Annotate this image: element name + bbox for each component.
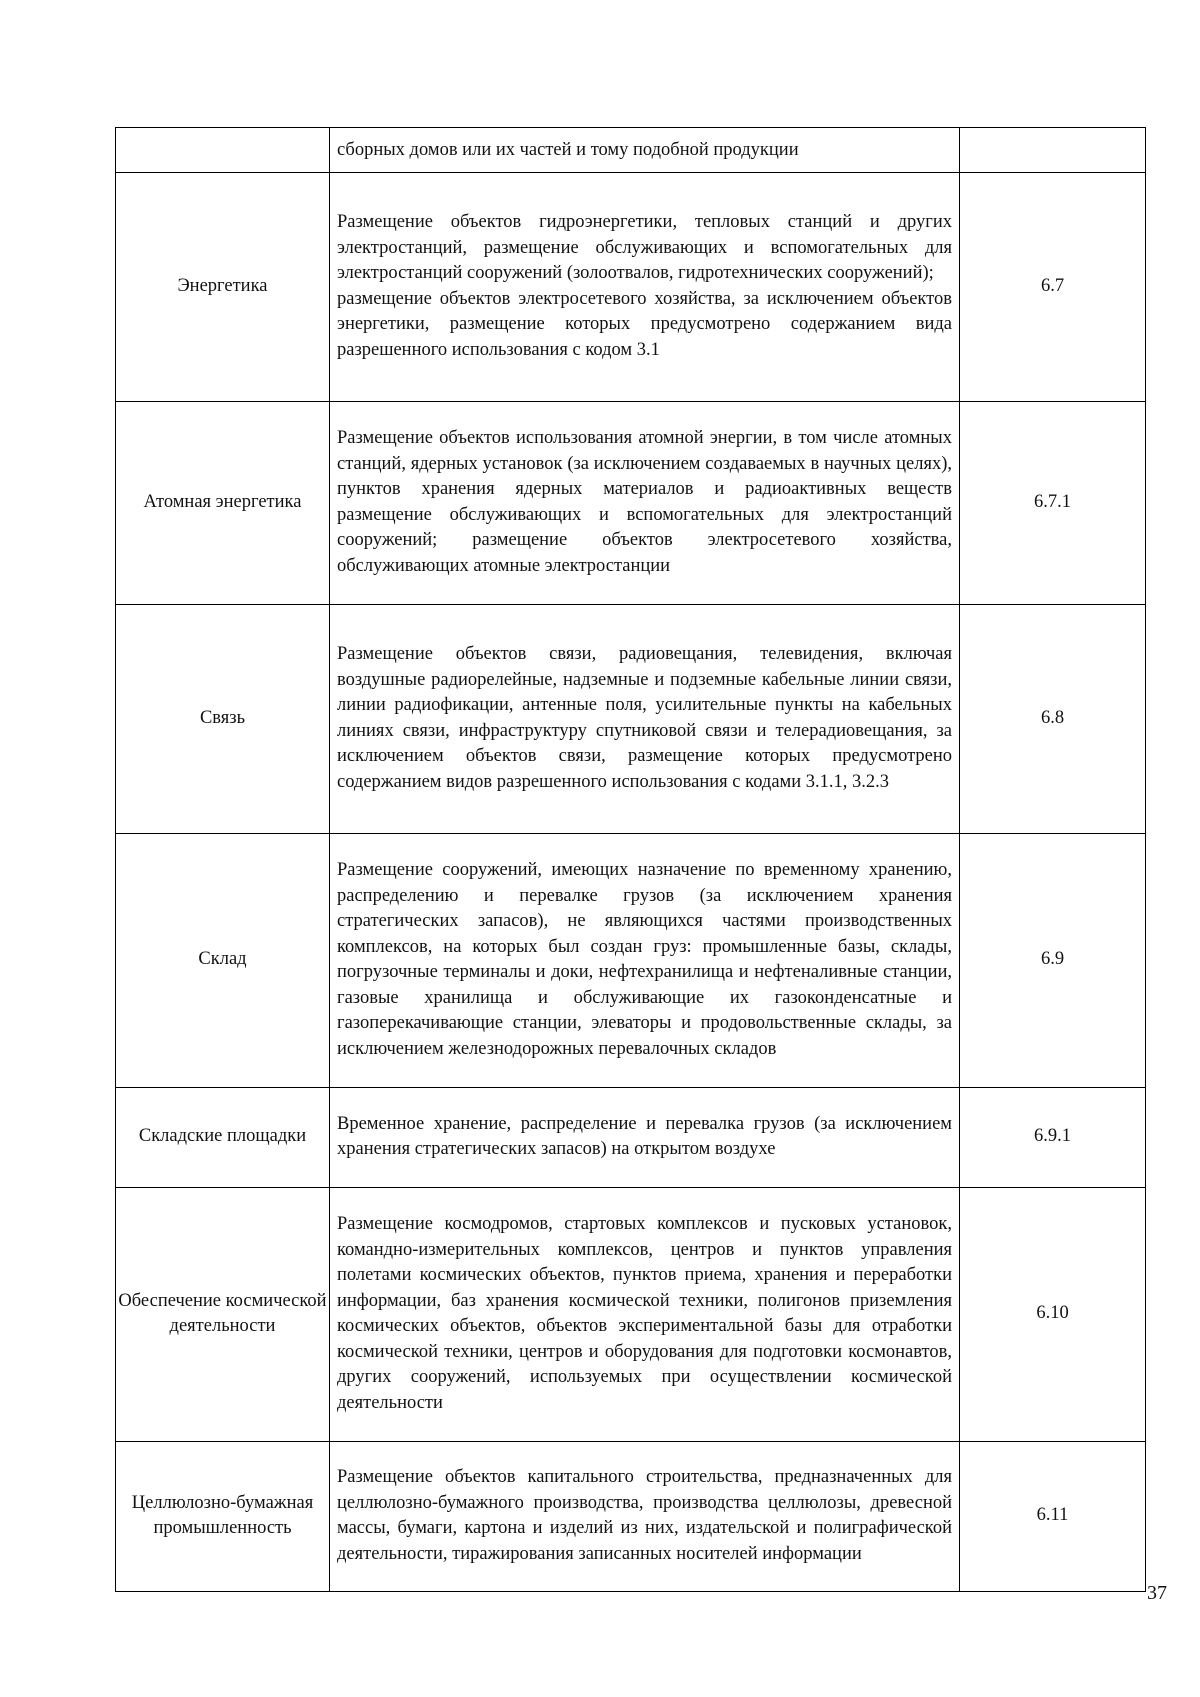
description-text: Размещение объектов капитального строительства, предназначенных для целлюлозно-бумажного производства, производства целлюлозы, древесной массы, бумаги, картона и изделий из них, издательской и полиграфической деятельности, тиражирования записанных носителей информации [337,1467,952,1564]
land-use-table [115,127,1146,1592]
description-cell [330,1187,960,1441]
code-cell: 6.8 [960,604,1146,833]
description-text: Временное хранение, распределение и перевалка грузов (за исключением хранения стратегических запасов) на открытом воздухе [337,1113,952,1159]
name-cell [116,128,330,173]
description-cell [330,833,960,1087]
table-row [116,833,1146,1087]
table-row [116,1087,1146,1187]
name-cell: Целлюлозно-бумажная промышленность [116,1441,330,1591]
description-text: Размещение объектов использования атомной энергии, в том числе атомных станций, ядерных установок (за исключением создаваемых в научных целях), пунктов хранения ядерных материалов и радиоактивных веществ размещение обслуживающих и вспомогательных для электростанций сооружений; размещение объектов электросетевого хозяйства, обслуживающих атомные электростанции [337,428,952,576]
description-cell [330,604,960,833]
description-cell [330,1087,960,1187]
description-text: Размещение объектов связи, радиовещания, телевидения, включая воздушные радиорелейные, надземные и подземные кабельные линии связи, линии радиофикации, антенные поля, усилительные пункты на кабельных линиях связи, инфраструктуру спутниковой связи и телерадиовещания, за исключением объектов связи, размещение которых предусмотрено содержанием видов разрешенного использования с кодами 3.1.1, 3.2.3 [337,644,952,792]
name-cell: Связь [116,604,330,833]
description-text: размещение объектов электросетевого хозяйства, за исключением объектов энергетики, размещение которых предусмотрено содержанием вида разрешенного использования с кодом 3.1 [337,288,952,360]
page-number: 37 [1147,1582,1167,1604]
name-cell: Энергетика [116,172,330,401]
name-cell: Атомная энергетика [116,401,330,604]
code-cell: 6.7 [960,172,1146,401]
description-cell [330,401,960,604]
code-cell: 6.9 [960,833,1146,1087]
description-cell [330,1441,960,1591]
table-row [116,401,1146,604]
table-row [116,172,1146,401]
name-cell: Склад [116,833,330,1087]
table-row [116,604,1146,833]
name-cell: Складские площадки [116,1087,330,1187]
description-text: Размещение космодромов, стартовых комплексов и пусковых установок, командно-измерительных комплексов, центров и пунктов управления полетами космических объектов, пунктов приема, хранения и переработки информации, баз хранения космической техники, полигонов приземления космических объектов, объектов экспериментальной базы для отработки космической техники, центров и оборудования для подготовки космонавтов, других сооружений, используемых при осуществлении космической деятельности [337,1214,952,1413]
description-text: Размещение сооружений, имеющих назначение по временному хранению, распределению и перевалке грузов (за исключением хранения стратегических запасов), не являющихся частями производственных комплексов, на которых был создан груз: промышленные базы, склады, погрузочные терминалы и доки, нефтехранилища и нефтеналивные станции, газовые хранилища и обслуживающие их газоконденсатные и газоперекачивающие станции, элеваторы и продовольственные склады, за исключением железнодорожных перевалочных складов [337,860,952,1059]
description-cell [330,128,960,173]
table-row [116,1187,1146,1441]
code-cell: 6.10 [960,1187,1146,1441]
table-row [116,1441,1146,1591]
code-cell: 6.9.1 [960,1087,1146,1187]
code-cell: 6.7.1 [960,401,1146,604]
code-cell [960,128,1146,173]
description-text: Размещение объектов гидроэнергетики, тепловых станций и других электростанций, размещение обслуживающих и вспомогательных для электростанций сооружений (золоотвалов, гидротехнических сооружений); [337,212,952,283]
code-cell: 6.11 [960,1441,1146,1591]
table-row-continuation [116,128,1146,173]
description-cell [330,172,960,401]
description-text: сборных домов или их частей и тому подобной продукции [337,140,799,160]
name-cell: Обеспечение космической деятельности [116,1187,330,1441]
